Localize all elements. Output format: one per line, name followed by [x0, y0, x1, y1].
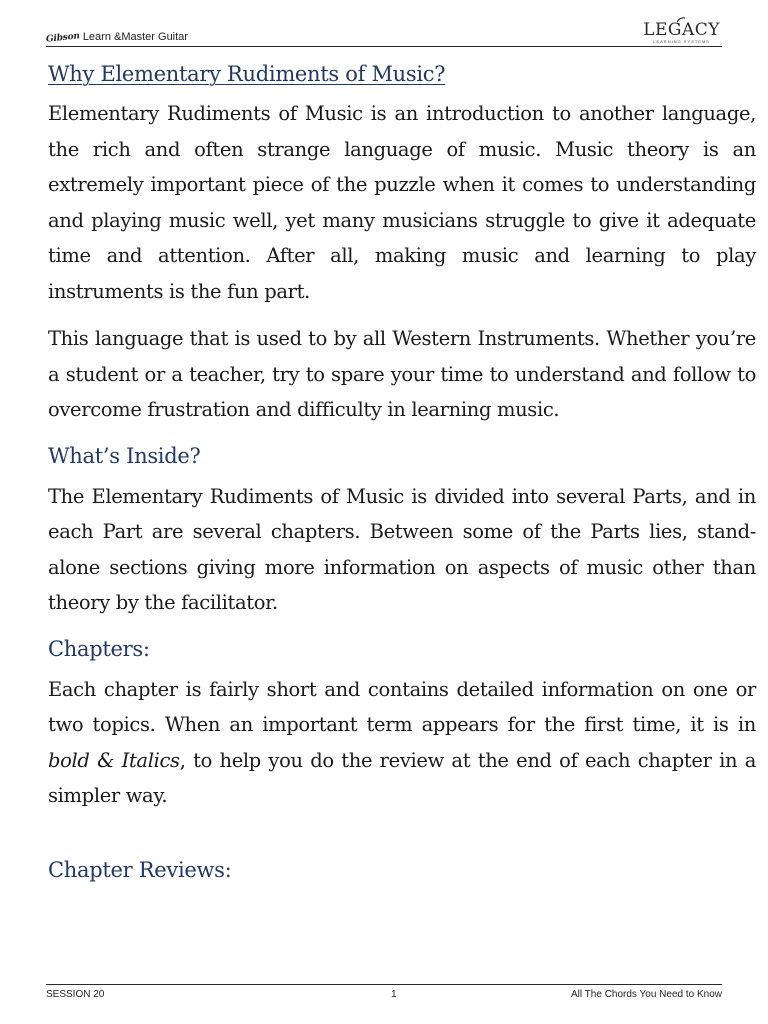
header-title: Learn &Master Guitar: [82, 31, 188, 43]
footer-book-title: All The Chords You Need to Know: [570, 989, 722, 1000]
paragraph-language: This language that is used to by all Western Instruments. Whether you’re a student or a teacher, try to spare your time to understand and follow to overcome frustration and difficulty in learning music.: [48, 327, 756, 421]
section-heading-why: Why Elementary Rudiments of Music?: [48, 62, 446, 86]
footer-session: SESSION 20: [46, 989, 105, 1000]
paragraph-whats-inside: The Elementary Rudiments of Music is divided into several Parts, and in each Part are several chapters. Between some of the Parts lies, stand-alone sections giving more information on aspects of music other than theory by the facilitator.: [48, 484, 756, 614]
chapters-text-after: , to help you do the review at the end of each chapter in a simpler way.: [48, 748, 756, 807]
header-left: [46, 31, 188, 43]
section-heading-whats-inside: What’s Inside?: [48, 443, 201, 468]
paragraph-chapters: [48, 672, 756, 814]
gibson-logo: Gibson: [45, 31, 81, 45]
legacy-logo-subtext: LEARNING SYSTEMS: [653, 39, 710, 44]
section-heading-chapters: Chapters:: [48, 636, 150, 661]
footer-page-number: 1: [391, 989, 397, 1000]
legacy-logo-word: LEGACY: [643, 20, 720, 40]
legacy-logo: [643, 22, 720, 44]
chapters-text-before: Each chapter is fairly short and contains detailed information on one or two topics. When an important term appears for the first time, it is in: [48, 677, 756, 736]
paragraph-intro: Elementary Rudiments of Music is an introduction to another language, the rich and often strange language of music. Music theory is an extremely important piece of the puzzle when it comes to understanding and playing music well, yet many musicians struggle to give it adequate time and attention. After all, making music and learning to play instruments is the fun part.: [48, 102, 756, 303]
page-header: [46, 18, 722, 47]
page-footer: [46, 984, 722, 1005]
legacy-swoosh-icon: [677, 17, 685, 23]
chapters-text-italic: bold & Italics: [48, 748, 180, 772]
document-body: [48, 62, 756, 882]
section-heading-chapter-reviews: Chapter Reviews:: [48, 857, 232, 882]
